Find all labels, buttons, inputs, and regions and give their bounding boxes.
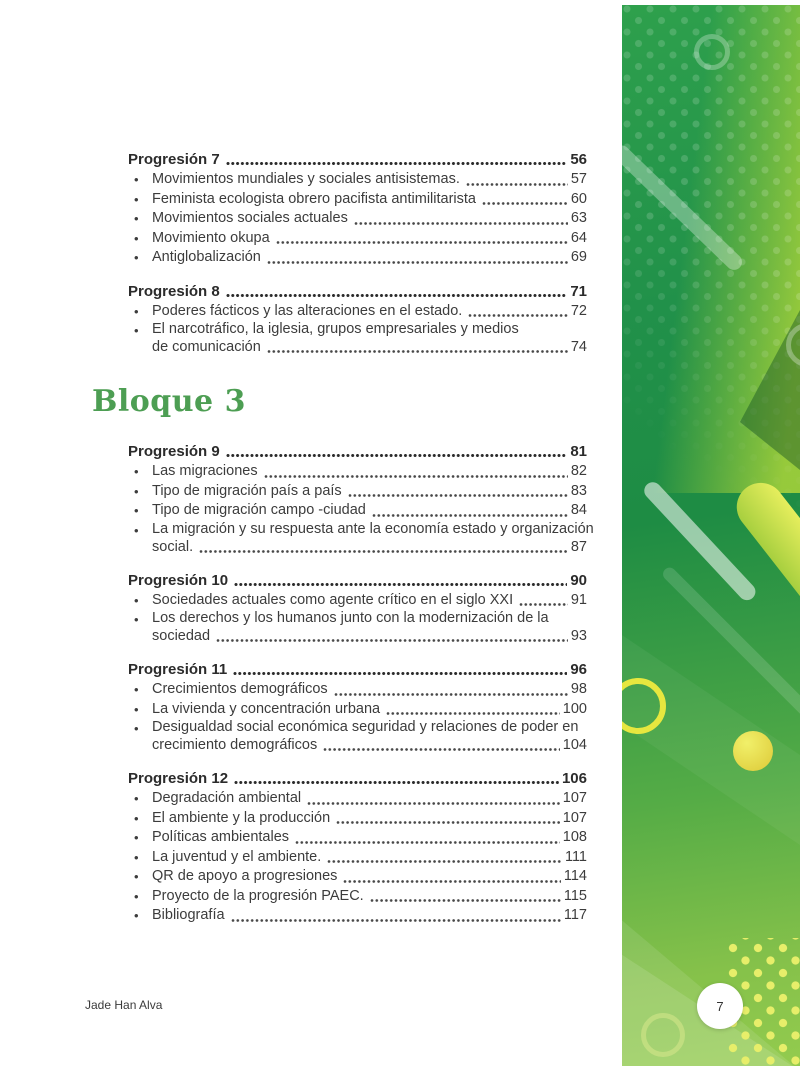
toc-item-line — [152, 887, 587, 907]
item-text: Sociedades actuales como agente crítico en el siglo XXI — [152, 591, 514, 608]
toc-item-line — [152, 209, 587, 229]
item-text: Degradación ambiental — [152, 790, 302, 806]
item-text: La juventud y el ambiente. — [152, 848, 322, 865]
toc-section-heading — [128, 659, 587, 680]
block-heading: Bloque 3 — [92, 384, 246, 419]
toc-item — [128, 302, 587, 322]
item-text: Desigualdad social económica seguridad y relaciones de poder en — [152, 719, 579, 735]
item-text: de comunicación — [152, 339, 261, 355]
toc-item — [128, 170, 587, 190]
item-text: Bibliografía — [152, 907, 225, 923]
item-text: Movimientos sociales actuales — [152, 210, 348, 226]
toc-item-line — [152, 591, 587, 611]
footer-author: Jade Han Alva — [85, 998, 163, 1012]
bullet-icon — [134, 906, 139, 927]
section-page-number: 90 — [570, 571, 587, 589]
dot-leader — [295, 839, 560, 846]
dot-leader — [343, 878, 560, 885]
dot-leader — [327, 858, 562, 865]
item-page-number: 111 — [564, 848, 587, 865]
toc-item-line — [152, 680, 587, 700]
item-page-number: 91 — [570, 591, 587, 608]
toc-item — [128, 867, 587, 887]
toc-section — [128, 441, 594, 557]
item-text: El ambiente y la producción — [152, 809, 331, 826]
page-number-badge — [697, 983, 743, 1029]
item-page-number: 64 — [570, 229, 587, 246]
ring-icon — [694, 34, 730, 70]
dot-leader — [372, 512, 568, 519]
dot-leader — [226, 292, 568, 299]
item-page-number: 93 — [570, 628, 587, 644]
toc-item-line — [152, 627, 587, 646]
dot-leader — [323, 746, 560, 753]
toc-section — [128, 149, 587, 268]
bullet-icon — [134, 887, 139, 908]
item-page-number: 74 — [570, 339, 587, 355]
item-text: La vivienda y concentración urbana — [152, 700, 381, 717]
toc-item-line — [152, 190, 587, 210]
toc-item-line — [152, 809, 587, 829]
toc-item-line — [152, 906, 587, 926]
toc-item — [128, 501, 587, 521]
bullet-icon — [134, 482, 139, 503]
item-text: QR de apoyo a progresiones — [152, 868, 338, 884]
toc-item — [128, 828, 587, 848]
dot-leader — [199, 548, 568, 555]
toc-section-heading — [128, 441, 587, 462]
toc-item-line — [152, 462, 587, 482]
item-text: Políticas ambientales — [152, 829, 290, 845]
toc-section-heading — [128, 281, 587, 302]
toc-section — [128, 659, 587, 755]
toc-item — [128, 462, 587, 482]
toc-section — [128, 768, 587, 926]
decorative-band — [622, 5, 800, 1066]
bullet-icon — [134, 848, 139, 869]
toc-item — [128, 809, 587, 829]
bullet-icon — [134, 302, 139, 323]
item-page-number: 84 — [570, 502, 587, 518]
bullet-icon — [134, 209, 139, 230]
item-text: Movimiento okupa — [152, 229, 270, 246]
item-page-number: 69 — [570, 249, 587, 265]
dot-leader — [482, 200, 568, 207]
bullet-icon — [134, 610, 139, 631]
toc-section — [128, 570, 587, 647]
toc-item — [128, 789, 587, 809]
dot-leader — [233, 670, 567, 677]
section-title: Progresión 7 — [128, 151, 220, 168]
toc-item — [128, 591, 587, 611]
dot-leader — [267, 348, 568, 355]
toc-item-line — [152, 501, 587, 521]
dot-leader — [216, 637, 568, 644]
dot-leader — [334, 691, 568, 698]
toc-section-heading — [128, 570, 587, 591]
item-page-number: 107 — [562, 809, 587, 826]
faded-ring-icon — [641, 1013, 685, 1057]
toc-item — [128, 906, 587, 926]
toc-item-line — [152, 170, 587, 190]
section-page-number: 96 — [570, 661, 587, 678]
toc-item — [128, 700, 587, 720]
toc-item-line — [152, 338, 587, 357]
dot-leader — [307, 800, 560, 807]
item-text: Proyecto de la progresión PAEC. — [152, 887, 364, 904]
toc-sections-bottom — [128, 441, 594, 926]
dot-leader — [231, 917, 561, 924]
toc-item — [128, 680, 587, 700]
toc-item — [128, 848, 587, 868]
section-page-number: 81 — [570, 443, 587, 460]
toc-item — [128, 610, 587, 646]
dot-leader — [276, 239, 568, 246]
item-page-number: 83 — [570, 482, 587, 499]
bullet-icon — [134, 789, 139, 810]
table-of-contents — [92, 149, 594, 926]
yellow-circle-icon — [733, 731, 773, 771]
dot-leader — [264, 473, 568, 480]
dot-leader — [226, 160, 568, 167]
item-text: Tipo de migración campo -ciudad — [152, 502, 366, 518]
dot-leader — [354, 220, 568, 227]
toc-item — [128, 248, 587, 268]
toc-item-line — [152, 736, 587, 755]
bullet-icon — [134, 501, 139, 522]
item-page-number: 87 — [570, 538, 587, 555]
bullet-icon — [134, 867, 139, 888]
item-page-number: 108 — [562, 829, 587, 845]
toc-item — [128, 190, 587, 210]
toc-item-line — [152, 789, 587, 809]
bullet-icon — [134, 248, 139, 269]
item-text: crecimiento demográficos — [152, 737, 318, 753]
item-text: El narcotráfico, la iglesia, grupos empresariales y medios — [152, 321, 519, 337]
dot-leader — [519, 601, 568, 608]
dot-leader — [468, 312, 568, 319]
item-text: Movimientos mundiales y sociales antisistemas. — [152, 171, 460, 187]
item-page-number: 104 — [562, 737, 587, 753]
item-page-number: 114 — [563, 868, 587, 884]
section-page-number: 106 — [561, 770, 587, 787]
dot-leader — [226, 452, 568, 459]
item-text: Tipo de migración país a país — [152, 482, 342, 499]
section-title: Progresión 9 — [128, 443, 220, 460]
item-page-number: 82 — [570, 463, 587, 479]
bullet-icon — [134, 700, 139, 721]
dot-leader — [386, 710, 560, 717]
toc-item — [128, 887, 587, 907]
bullet-icon — [134, 680, 139, 701]
dot-leader — [267, 259, 568, 266]
toc-item — [128, 209, 587, 229]
toc-item — [128, 520, 594, 557]
section-page-number: 56 — [570, 151, 587, 168]
section-title: Progresión 11 — [128, 661, 228, 678]
item-page-number: 60 — [570, 190, 587, 207]
toc-section-heading — [128, 768, 587, 789]
toc-item-line — [152, 700, 587, 720]
section-page-number: 71 — [570, 282, 587, 300]
page-number: 7 — [716, 998, 724, 1014]
item-page-number: 72 — [570, 302, 587, 319]
item-page-number: 100 — [562, 700, 587, 717]
item-text: Poderes fácticos y las alteraciones en el estado. — [152, 302, 463, 319]
bullet-icon — [134, 521, 139, 542]
bullet-icon — [134, 828, 139, 849]
item-text: Los derechos y los humanos junto con la modernización de la — [152, 610, 549, 626]
bullet-icon — [134, 170, 139, 191]
toc-section-heading — [128, 149, 587, 170]
dot-leader — [348, 492, 568, 499]
item-text: La migración y su respuesta ante la economía estado y organización — [152, 520, 594, 537]
section-title: Progresión 8 — [128, 282, 220, 300]
toc-item-line — [152, 248, 587, 268]
toc-item — [128, 229, 587, 249]
toc-item — [128, 321, 587, 357]
toc-item-line — [152, 867, 587, 887]
section-title: Progresión 10 — [128, 571, 229, 589]
dot-leader — [466, 181, 568, 188]
toc-item-line — [152, 828, 587, 848]
toc-item-line — [152, 538, 587, 557]
dot-leader — [234, 779, 559, 786]
item-text: Antiglobalización — [152, 249, 261, 265]
dot-leader — [336, 819, 560, 826]
toc-item-line — [152, 482, 587, 502]
bullet-icon — [134, 462, 139, 483]
item-text: social. — [152, 538, 194, 555]
item-text: Crecimientos demográficos — [152, 681, 328, 697]
toc-item — [128, 482, 587, 502]
dot-leader — [234, 581, 567, 588]
item-text: Las migraciones — [152, 463, 258, 479]
item-page-number: 63 — [570, 210, 587, 226]
toc-item-line — [152, 848, 587, 868]
toc-section — [128, 281, 587, 358]
toc-item — [128, 719, 587, 755]
dot-leader — [370, 897, 561, 904]
bullet-icon — [134, 809, 139, 830]
item-page-number: 57 — [570, 171, 587, 187]
bullet-icon — [134, 229, 139, 250]
toc-item-line — [152, 229, 587, 249]
item-page-number: 107 — [562, 790, 587, 806]
bullet-icon — [134, 719, 139, 740]
item-page-number: 115 — [563, 887, 587, 904]
toc-item-line — [152, 302, 587, 322]
item-text: sociedad — [152, 628, 211, 644]
section-title: Progresión 12 — [128, 770, 229, 787]
bullet-icon — [134, 190, 139, 211]
item-text: Feminista ecologista obrero pacifista antimilitarista — [152, 190, 476, 207]
item-page-number: 98 — [570, 681, 587, 697]
bullet-icon — [134, 591, 139, 612]
item-page-number: 117 — [563, 907, 587, 923]
bullet-icon — [134, 321, 139, 342]
toc-sections-top — [128, 149, 587, 357]
